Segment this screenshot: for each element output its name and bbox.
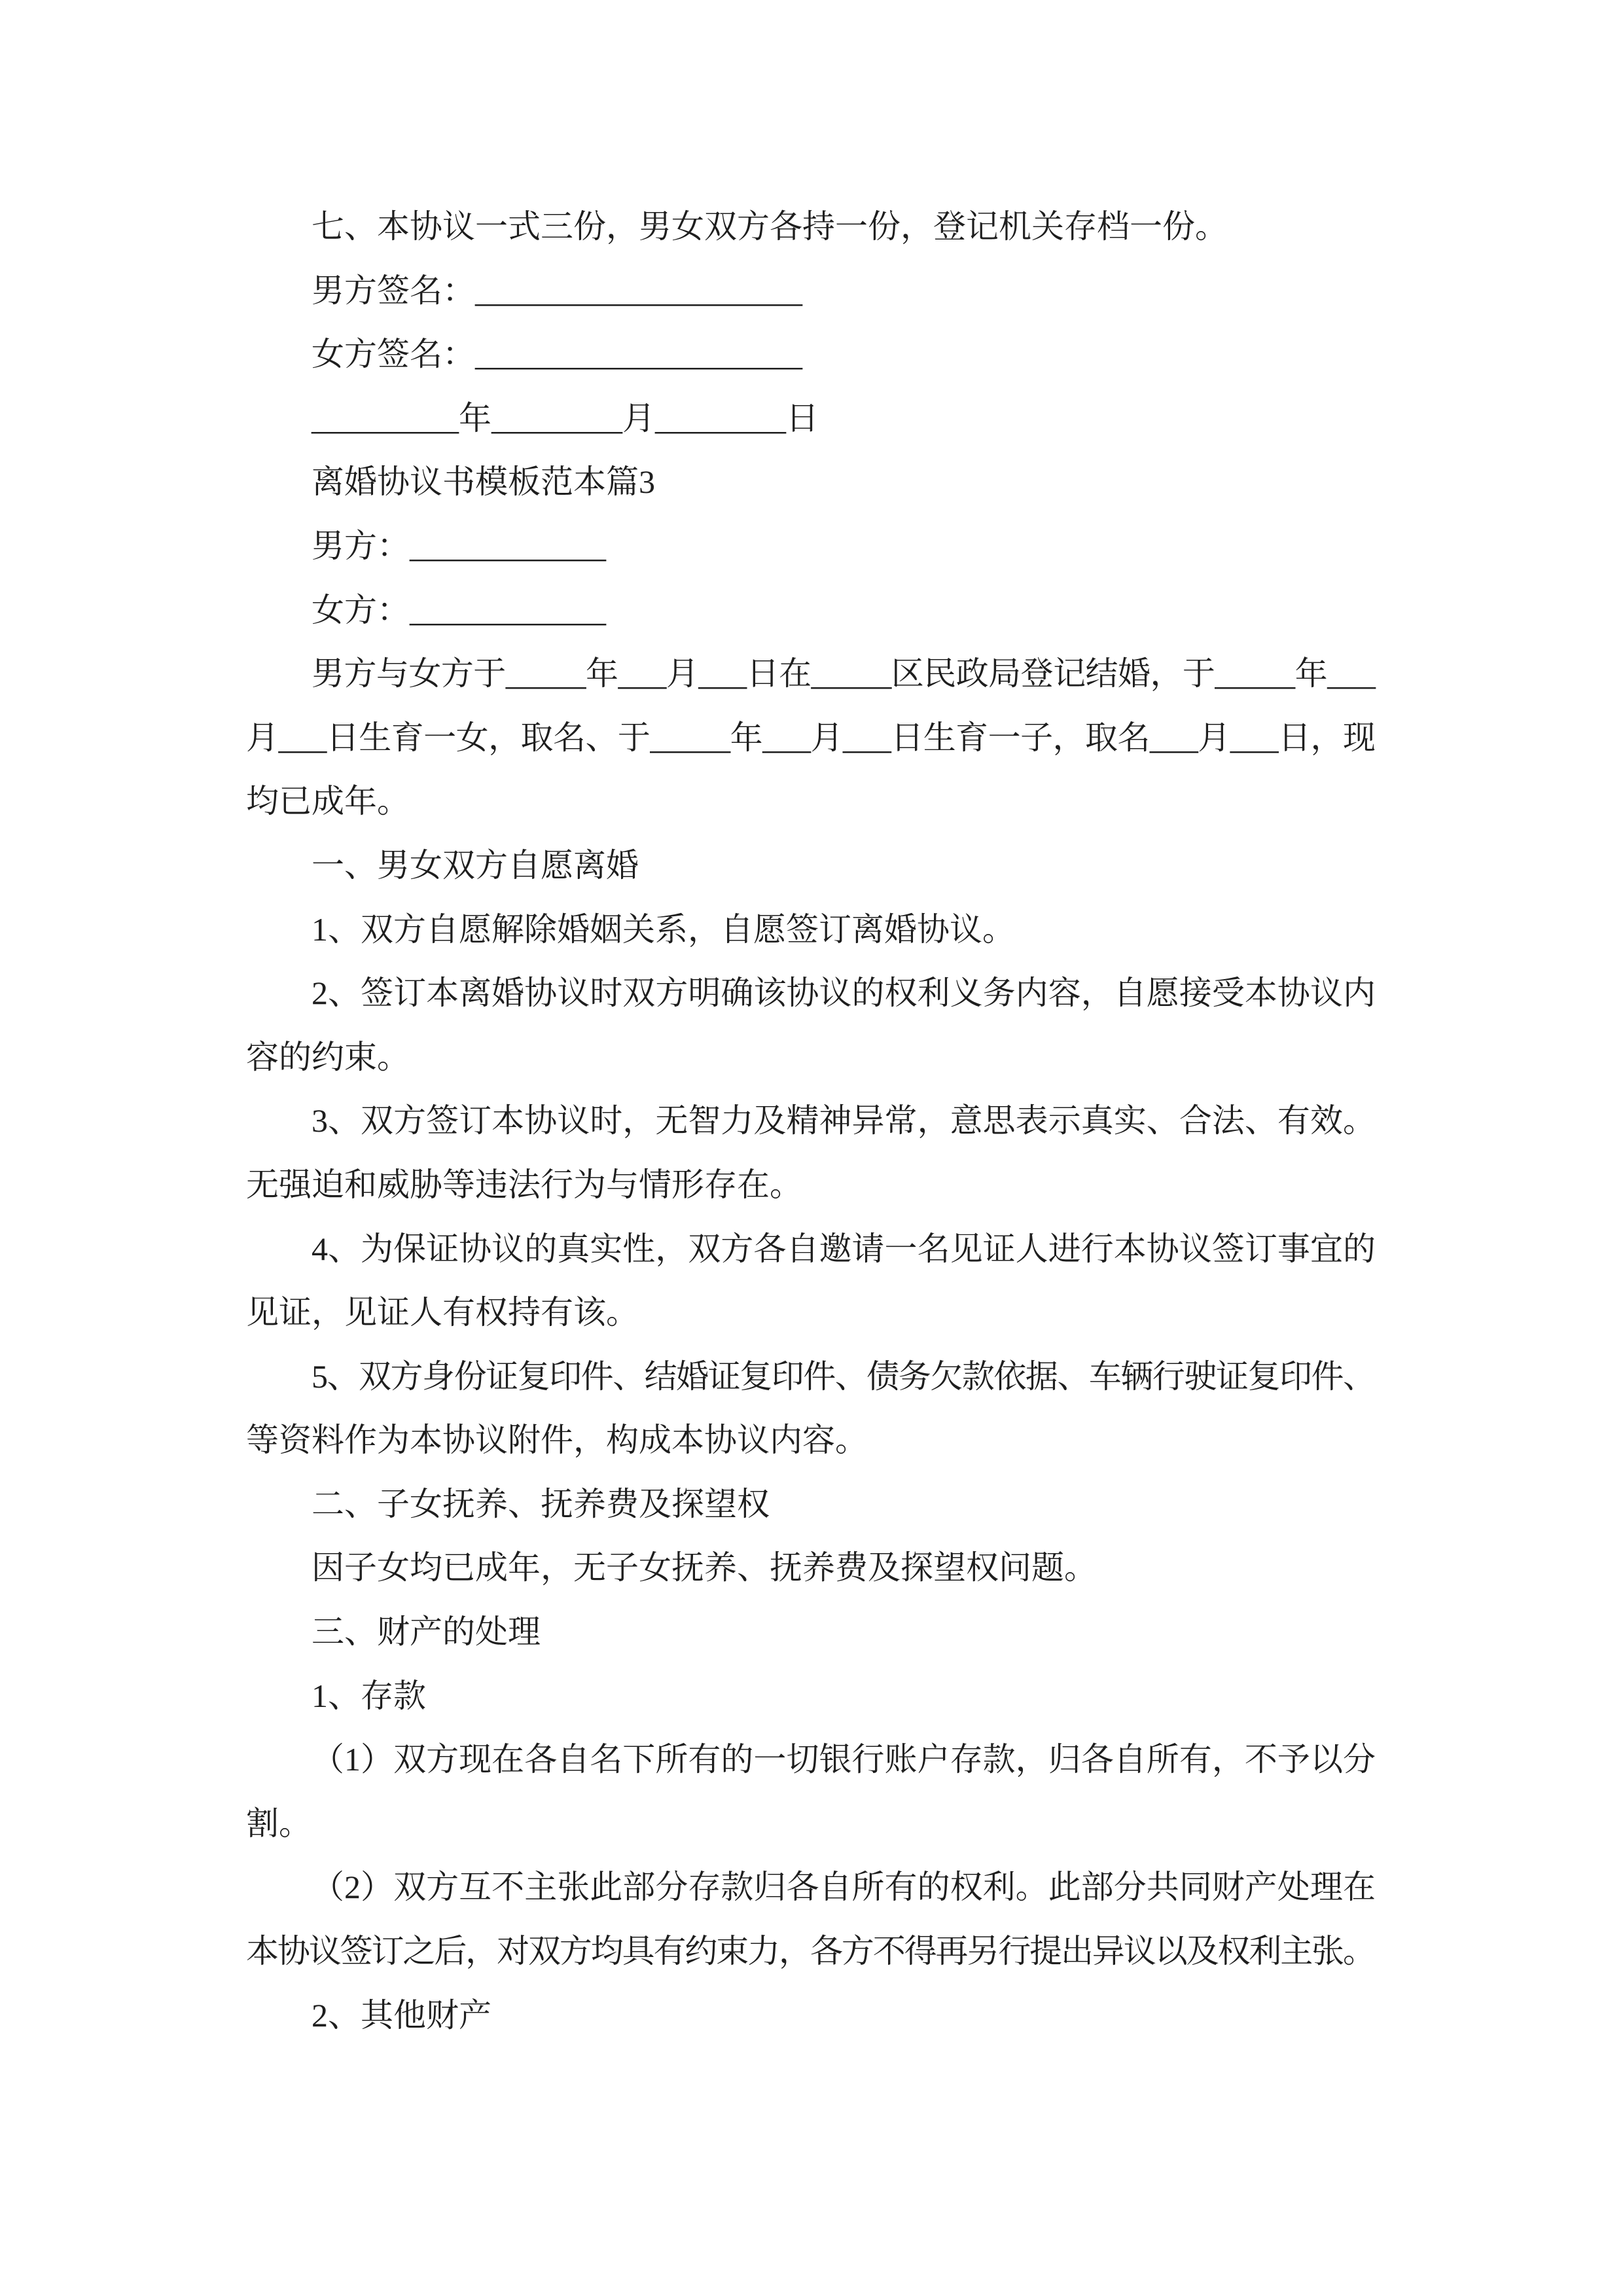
clause-text: 等资料作为本协议附件，构成本协议内容。 (246, 1422, 868, 1459)
preamble-line: 男方与女方于_____年___月___日在_____区民政局登记结婚，于_____年___ (312, 655, 1376, 692)
preamble-line: 月___日生育一女，取名、于_____年___月___日生育一子，取名___月___日，现 (246, 719, 1376, 756)
female-signature-line: 女方签名：____________________ (312, 336, 802, 373)
clause-text: 无强迫和威胁等违法行为与情形存在。 (246, 1166, 802, 1203)
preamble-line: 均已成年。 (246, 783, 410, 820)
subsection-2-heading: 2、其他财产 (312, 1996, 491, 2034)
clause-text: 4、为保证协议的真实性，双方各自邀请一名见证人进行本协议签订事宜的 (312, 1230, 1376, 1267)
clause-text: 割。 (246, 1804, 312, 1842)
clause-text: （2）双方互不主张此部分存款归各自所有的权利。此部分共同财产处理在 (312, 1869, 1376, 1906)
male-signature-line: 男方签名：____________________ (312, 272, 802, 309)
clause-text: 2、签订本离婚协议时双方明确该协议的权利义务内容，自愿接受本协议内 (312, 975, 1376, 1012)
section-1-heading: 一、男女双方自愿离婚 (312, 846, 639, 884)
clause-text: 5、双方身份证复印件、结婚证复印件、债务欠款依据、车辆行驶证复印件、 (312, 1357, 1375, 1395)
male-party-line: 男方：____________ (312, 527, 606, 564)
section-2-heading: 二、子女抚养、抚养费及探望权 (312, 1485, 770, 1522)
clause-text: 见证，见证人有权持有该。 (246, 1294, 639, 1331)
clause-text: 3、双方签订本协议时，无智力及精神异常，意思表示真实、合法、有效。 (312, 1102, 1376, 1139)
clause-text: 1、双方自愿解除婚姻关系，自愿签订离婚协议。 (312, 910, 1015, 948)
section-2-text: 因子女均已成年，无子女抚养、抚养费及探望权问题。 (312, 1549, 1097, 1587)
clause-7: 七、本协议一式三份，男女双方各持一份，登记机关存档一份。 (312, 208, 1228, 245)
document-title: 离婚协议书模板范本篇3 (312, 463, 655, 501)
date-line: _________年________月________日 (312, 399, 819, 437)
subsection-1-heading: 1、存款 (312, 1677, 426, 1714)
clause-text: 本协议签订之后，对双方均具有约束力，各方不得再另行提出异议以及权利主张。 (246, 1933, 1374, 1970)
female-party-line: 女方：____________ (312, 591, 606, 628)
clause-text: 容的约束。 (246, 1038, 410, 1075)
section-3-heading: 三、财产的处理 (312, 1613, 541, 1651)
document-body (246, 195, 1376, 2047)
clause-text: （1）双方现在各自名下所有的一切银行账户存款，归各自所有，不予以分 (312, 1741, 1376, 1778)
